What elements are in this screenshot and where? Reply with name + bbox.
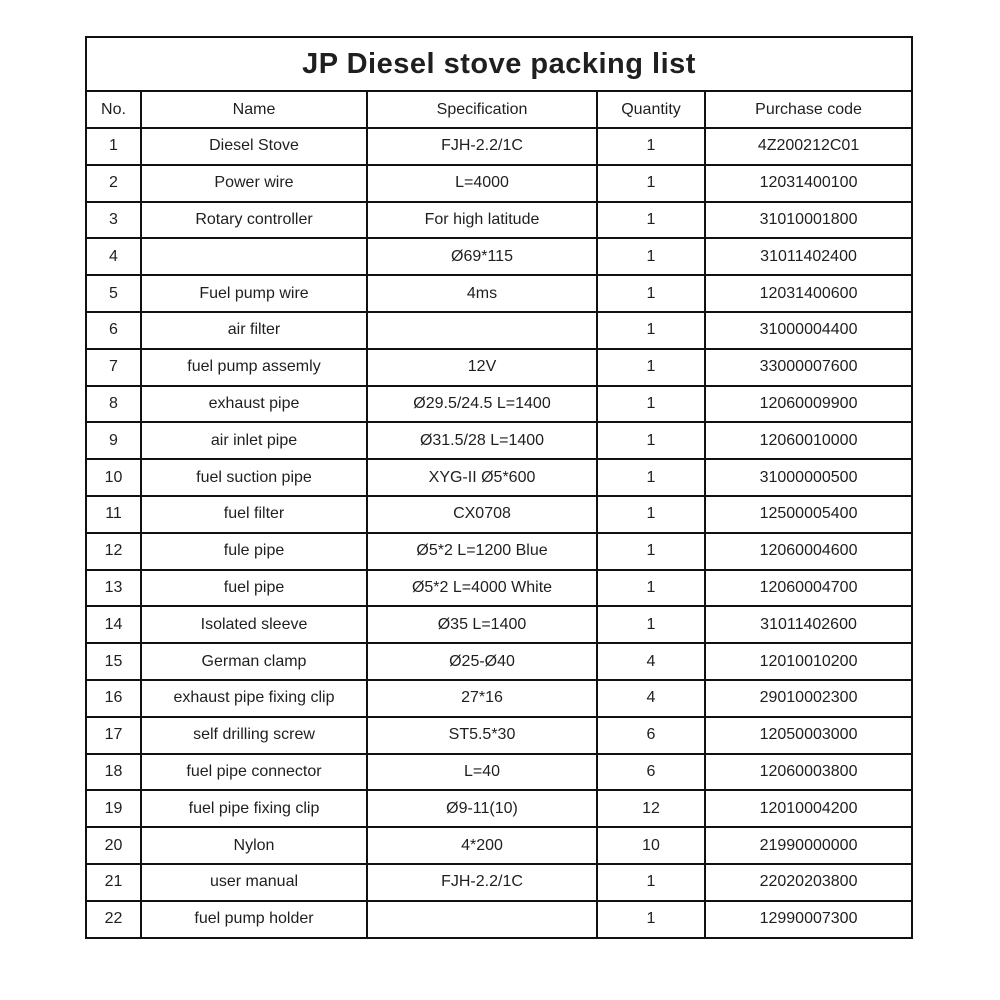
cell-quantity: 1 [597,901,705,938]
cell-no: 13 [86,570,141,607]
table-row [86,312,912,349]
cell-quantity: 1 [597,459,705,496]
cell-no: 19 [86,790,141,827]
cell-name: user manual [141,864,367,901]
cell-purchase-code: 22020203800 [705,864,912,901]
cell-specification: L=4000 [367,165,597,202]
table-row [86,496,912,533]
cell-purchase-code: 12050003000 [705,717,912,754]
table-row [86,827,912,864]
cell-specification [367,312,597,349]
header-row [86,91,912,128]
cell-name: fuel pipe fixing clip [141,790,367,827]
cell-quantity: 1 [597,275,705,312]
cell-name [141,238,367,275]
table-row [86,643,912,680]
cell-purchase-code: 12060009900 [705,386,912,423]
cell-quantity: 1 [597,349,705,386]
table-row [86,128,912,165]
cell-quantity: 1 [597,496,705,533]
cell-name: fuel pipe connector [141,754,367,791]
column-header-no: No. [86,91,141,128]
column-header-purchase-code: Purchase code [705,91,912,128]
cell-no: 10 [86,459,141,496]
cell-specification: FJH-2.2/1C [367,128,597,165]
cell-no: 11 [86,496,141,533]
table-row [86,349,912,386]
cell-no: 22 [86,901,141,938]
column-header-quantity: Quantity [597,91,705,128]
cell-quantity: 1 [597,165,705,202]
cell-name: fuel pump assemly [141,349,367,386]
cell-name: Rotary controller [141,202,367,239]
cell-specification: 4*200 [367,827,597,864]
cell-quantity: 12 [597,790,705,827]
cell-name: fuel suction pipe [141,459,367,496]
cell-quantity: 1 [597,238,705,275]
cell-purchase-code: 12031400600 [705,275,912,312]
table-row [86,570,912,607]
cell-specification: For high latitude [367,202,597,239]
cell-purchase-code: 12990007300 [705,901,912,938]
cell-specification: Ø35 L=1400 [367,606,597,643]
cell-quantity: 1 [597,386,705,423]
cell-quantity: 1 [597,533,705,570]
cell-name: air inlet pipe [141,422,367,459]
cell-specification: Ø5*2 L=4000 White [367,570,597,607]
cell-specification: 27*16 [367,680,597,717]
cell-quantity: 1 [597,202,705,239]
cell-purchase-code: 31011402400 [705,238,912,275]
cell-purchase-code: 12010004200 [705,790,912,827]
cell-purchase-code: 12500005400 [705,496,912,533]
cell-purchase-code: 31000000500 [705,459,912,496]
cell-purchase-code: 31010001800 [705,202,912,239]
cell-name: air filter [141,312,367,349]
cell-specification: Ø31.5/28 L=1400 [367,422,597,459]
cell-name: exhaust pipe [141,386,367,423]
table-title: JP Diesel stove packing list [86,37,912,91]
cell-name: Power wire [141,165,367,202]
cell-name: Fuel pump wire [141,275,367,312]
cell-purchase-code: 12060004700 [705,570,912,607]
cell-quantity: 6 [597,717,705,754]
table-row [86,680,912,717]
table-row [86,202,912,239]
cell-purchase-code: 33000007600 [705,349,912,386]
cell-no: 15 [86,643,141,680]
cell-quantity: 4 [597,680,705,717]
cell-specification: Ø29.5/24.5 L=1400 [367,386,597,423]
table-body [86,128,912,938]
cell-no: 2 [86,165,141,202]
cell-quantity: 4 [597,643,705,680]
cell-specification: 4ms [367,275,597,312]
table-row [86,864,912,901]
cell-name: fuel filter [141,496,367,533]
cell-no: 14 [86,606,141,643]
cell-specification: ST5.5*30 [367,717,597,754]
cell-name: German clamp [141,643,367,680]
cell-name: Nylon [141,827,367,864]
cell-purchase-code: 12060010000 [705,422,912,459]
table-row [86,901,912,938]
cell-purchase-code: 12060004600 [705,533,912,570]
cell-quantity: 1 [597,422,705,459]
cell-purchase-code: 21990000000 [705,827,912,864]
cell-name: fuel pump holder [141,901,367,938]
cell-no: 4 [86,238,141,275]
cell-specification: Ø69*115 [367,238,597,275]
cell-name: Diesel Stove [141,128,367,165]
cell-no: 9 [86,422,141,459]
cell-name: fuel pipe [141,570,367,607]
column-header-name: Name [141,91,367,128]
cell-name: fule pipe [141,533,367,570]
cell-quantity: 1 [597,606,705,643]
cell-no: 1 [86,128,141,165]
table-row [86,238,912,275]
cell-name: Isolated sleeve [141,606,367,643]
cell-no: 21 [86,864,141,901]
cell-purchase-code: 29010002300 [705,680,912,717]
cell-quantity: 1 [597,864,705,901]
packing-list-table [85,36,913,939]
table-row [86,754,912,791]
table-row [86,533,912,570]
cell-name: self drilling screw [141,717,367,754]
table-row [86,275,912,312]
cell-purchase-code: 12060003800 [705,754,912,791]
cell-no: 12 [86,533,141,570]
column-header-specification: Specification [367,91,597,128]
cell-no: 16 [86,680,141,717]
cell-purchase-code: 12031400100 [705,165,912,202]
cell-no: 5 [86,275,141,312]
cell-specification: L=40 [367,754,597,791]
cell-no: 7 [86,349,141,386]
cell-no: 6 [86,312,141,349]
cell-no: 20 [86,827,141,864]
cell-purchase-code: 4Z200212C01 [705,128,912,165]
cell-no: 3 [86,202,141,239]
cell-specification: FJH-2.2/1C [367,864,597,901]
cell-specification: 12V [367,349,597,386]
cell-specification: XYG-II Ø5*600 [367,459,597,496]
cell-no: 18 [86,754,141,791]
cell-specification: Ø25-Ø40 [367,643,597,680]
table-row [86,422,912,459]
cell-no: 8 [86,386,141,423]
table-row [86,165,912,202]
cell-specification [367,901,597,938]
cell-quantity: 1 [597,312,705,349]
table-row [86,386,912,423]
table-row [86,459,912,496]
cell-specification: Ø5*2 L=1200 Blue [367,533,597,570]
cell-purchase-code: 12010010200 [705,643,912,680]
cell-no: 17 [86,717,141,754]
cell-quantity: 10 [597,827,705,864]
cell-specification: CX0708 [367,496,597,533]
table-row [86,606,912,643]
cell-name: exhaust pipe fixing clip [141,680,367,717]
cell-quantity: 1 [597,570,705,607]
table-row [86,717,912,754]
cell-specification: Ø9-11(10) [367,790,597,827]
table-row [86,790,912,827]
title-row [86,37,912,91]
cell-quantity: 1 [597,128,705,165]
cell-purchase-code: 31000004400 [705,312,912,349]
cell-quantity: 6 [597,754,705,791]
cell-purchase-code: 31011402600 [705,606,912,643]
